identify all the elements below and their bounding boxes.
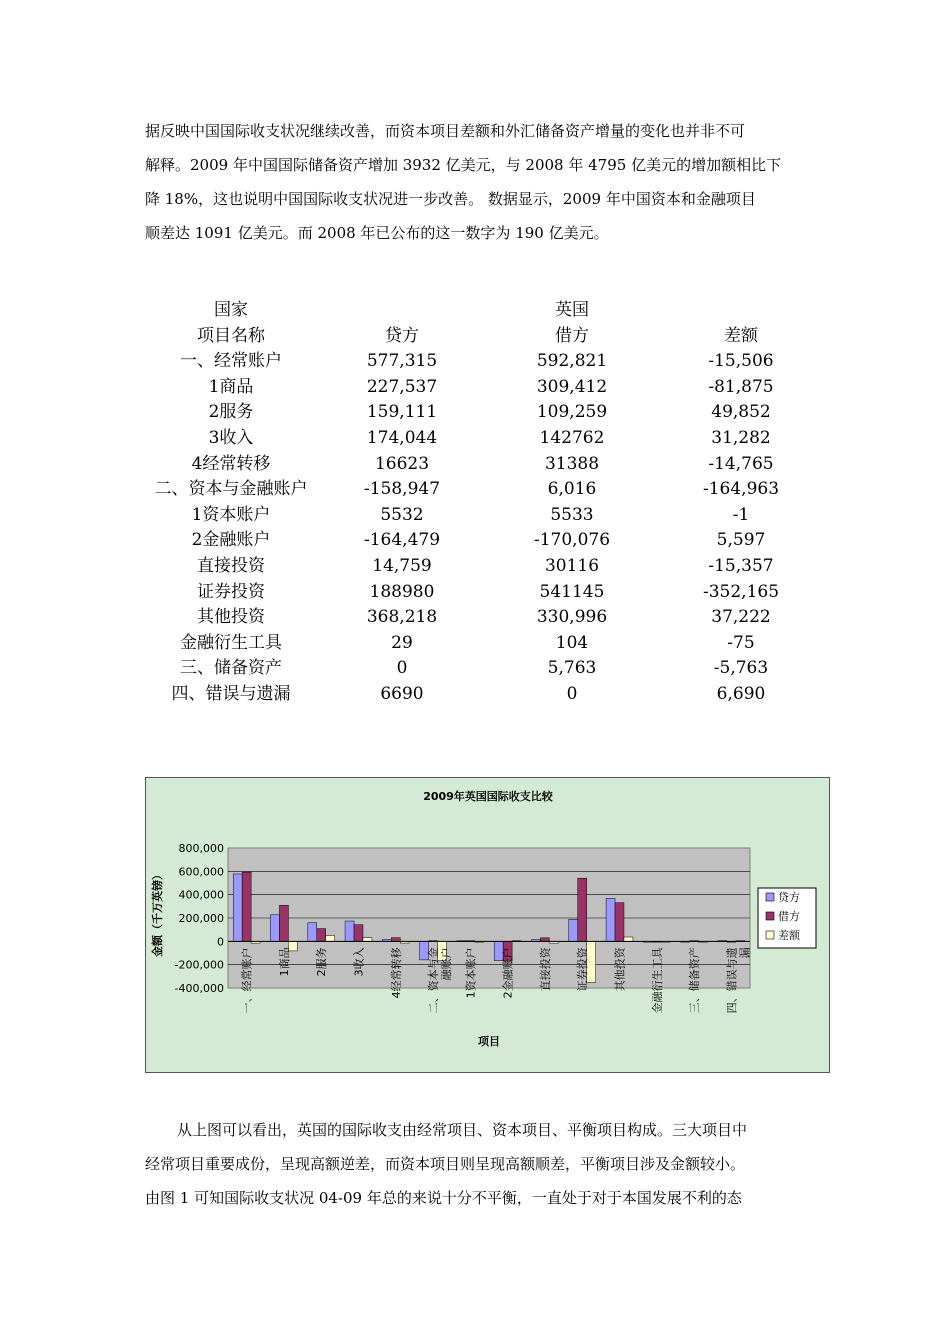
- bar-credit: [569, 919, 578, 941]
- x-tick-label: 直接投资: [538, 947, 552, 992]
- legend-label-debit: 借方: [778, 910, 800, 923]
- bar-credit: [308, 923, 317, 942]
- header-cell: [657, 298, 825, 324]
- value-cell: -15,357: [708, 555, 774, 576]
- x-tick-label: 3收入: [352, 947, 366, 977]
- row-label-cell: 2金融账户: [191, 530, 271, 551]
- value-cell: 592,821: [536, 351, 608, 372]
- value-cell: 174,044: [366, 427, 438, 448]
- table-row: [145, 682, 825, 708]
- bar-credit: [271, 915, 280, 942]
- table-row: [145, 477, 825, 503]
- x-tick-label: 1商品: [277, 947, 291, 977]
- value-cell: -164,963: [702, 479, 780, 500]
- bar-debit: [279, 905, 288, 941]
- intro-line: 据反映中国国际收支状况继续改善，而资本项目差额和外汇储备资产增量的变化也并非不可: [145, 122, 746, 140]
- value-cell: -15,506: [708, 351, 774, 372]
- bar-chart: [145, 777, 830, 1073]
- row-label-cell: 3收入: [208, 427, 254, 448]
- value-cell: 31,282: [711, 427, 771, 448]
- table-row: [145, 631, 825, 657]
- x-tick-label: 一、经常账户: [240, 947, 254, 1014]
- row-label-cell: 一、经常账户: [180, 351, 282, 372]
- balance-of-payments-table: [145, 298, 825, 708]
- value-cell: 368,218: [366, 607, 438, 628]
- x-tick-label: 其他投资: [613, 947, 627, 992]
- table-row: [145, 554, 825, 580]
- value-cell: 330,996: [536, 607, 608, 628]
- value-cell: -75: [727, 632, 755, 653]
- header-cell: 贷方: [385, 325, 419, 346]
- y-tick-label: 400,000: [178, 888, 224, 902]
- table-row: [145, 656, 825, 682]
- x-axis-label: 项目: [478, 1035, 500, 1048]
- table-row: [145, 426, 825, 452]
- header-cell: 英国: [555, 300, 589, 320]
- bar-balance: [624, 937, 633, 941]
- outro-line: 从上图可以看出，英国的国际收支由经常项目、资本项目、平衡项目构成。三大项目中: [177, 1121, 748, 1139]
- header-cell: 项目名称: [197, 325, 265, 346]
- legend-swatch-credit: [766, 893, 774, 901]
- bar-balance: [363, 938, 372, 942]
- bar-debit: [317, 929, 326, 942]
- chart-svg: [146, 778, 831, 1074]
- table-row: [145, 349, 825, 375]
- legend-swatch-balance: [766, 931, 774, 939]
- value-cell: -5,763: [713, 658, 769, 679]
- value-cell: 14,759: [372, 555, 432, 576]
- row-label-cell: 4经常转移: [191, 453, 271, 474]
- value-cell: 577,315: [366, 351, 438, 372]
- x-tick-label: 金融衍生工具: [650, 947, 664, 1014]
- table-row: [145, 375, 825, 401]
- intro-line: 解释。2009 年中国国际储备资产增加 3932 亿美元，与 2008 年 4795 亿美元的增加额相比下: [145, 156, 782, 174]
- outro-line: 由图 1 可知国际收支状况 04-09 年总的来说十分不平衡，一直处于对于本国发展不利的态: [145, 1189, 742, 1207]
- value-cell: -81,875: [708, 376, 774, 397]
- value-cell: -352,165: [702, 581, 780, 602]
- legend-label-credit: 贷方: [778, 891, 800, 904]
- y-tick-label: -400,000: [174, 982, 224, 995]
- value-cell: -1: [732, 504, 750, 525]
- x-tick-label: 四、错误与遗漏: [725, 947, 752, 1014]
- row-label-cell: 四、错误与遗漏: [171, 683, 291, 704]
- row-label-cell: 二、资本与金融账户: [154, 479, 308, 500]
- x-tick-label: 2金融账户: [501, 947, 515, 999]
- value-cell: 0: [566, 683, 578, 704]
- bar-debit: [391, 938, 400, 942]
- intro-paragraph: [145, 114, 810, 250]
- row-label-cell: 1资本账户: [191, 504, 271, 525]
- y-tick-label: -200,000: [174, 958, 224, 972]
- value-cell: 142762: [539, 427, 605, 448]
- value-cell: 541145: [539, 581, 605, 602]
- table-row: [145, 605, 825, 631]
- y-tick-label: 0: [217, 935, 224, 949]
- y-tick-label: 600,000: [178, 865, 224, 879]
- value-cell: 159,111: [366, 402, 438, 423]
- x-tick-label: 证券投资: [576, 947, 590, 992]
- bar-credit: [606, 898, 615, 941]
- outro-line: 经常项目重要成份，呈现高额逆差，而资本项目则呈现高额顺差，平衡项目涉及金额较小。: [145, 1155, 746, 1173]
- value-cell: 309,412: [536, 376, 608, 397]
- legend-label-balance: 差额: [778, 929, 800, 942]
- bar-credit: [233, 874, 242, 941]
- bar-debit: [615, 903, 624, 942]
- table-row: [145, 580, 825, 606]
- value-cell: 29: [391, 632, 413, 653]
- y-tick-label: 200,000: [178, 912, 224, 925]
- x-tick-label: 1资本账户: [464, 947, 478, 999]
- bar-debit: [540, 938, 549, 942]
- bar-debit: [354, 925, 363, 942]
- value-cell: -170,076: [533, 530, 611, 551]
- row-label-cell: 直接投资: [197, 555, 265, 576]
- value-cell: -164,479: [363, 530, 441, 551]
- bar-debit: [578, 878, 587, 941]
- value-cell: 104: [555, 632, 589, 653]
- value-cell: 5532: [380, 504, 424, 525]
- row-label-cell: 证券投资: [197, 581, 265, 602]
- value-cell: 6,690: [716, 683, 766, 704]
- row-label-cell: 1商品: [208, 376, 254, 397]
- table-row: [145, 528, 825, 554]
- bar-balance: [326, 936, 335, 942]
- x-tick-label: 二、资本与金融账户: [427, 947, 454, 1014]
- value-cell: -14,765: [708, 453, 774, 474]
- table-row: [145, 452, 825, 478]
- value-cell: 6690: [380, 683, 424, 704]
- legend: [758, 888, 816, 948]
- value-cell: 49,852: [711, 402, 771, 423]
- bar-debit: [242, 872, 251, 941]
- outro-paragraph: [145, 1113, 810, 1215]
- header-cell: 国家: [214, 300, 248, 320]
- header-cell: [317, 298, 487, 324]
- row-label-cell: 其他投资: [197, 607, 265, 628]
- row-label-cell: 金融衍生工具: [180, 632, 282, 653]
- y-tick-label: 800,000: [178, 842, 224, 855]
- value-cell: 16623: [374, 453, 430, 474]
- value-cell: 6,016: [547, 479, 597, 500]
- chart-title: 2009年英国国际收支比较: [423, 790, 553, 803]
- table-header-country-row: [145, 298, 825, 324]
- value-cell: 37,222: [711, 607, 771, 628]
- table-header-columns-row: [145, 324, 825, 350]
- value-cell: 227,537: [366, 376, 438, 397]
- intro-line: 降 18%，这也说明中国国际收支状况进一步改善。 数据显示，2009 年中国资本和金融项目: [145, 190, 756, 208]
- value-cell: 109,259: [536, 402, 608, 423]
- legend-swatch-debit: [766, 912, 774, 920]
- intro-line: 顺差达 1091 亿美元。而 2008 年已公布的这一数字为 190 亿美元。: [145, 224, 609, 242]
- table-row: [145, 400, 825, 426]
- value-cell: 31388: [544, 453, 600, 474]
- bar-credit: [345, 921, 354, 941]
- row-label-cell: 三、储备资产: [180, 658, 282, 679]
- value-cell: -158,947: [363, 479, 441, 500]
- x-tick-label: 2服务: [315, 947, 329, 977]
- row-label-cell: 2服务: [208, 402, 254, 423]
- value-cell: 188980: [369, 581, 435, 602]
- header-cell: 差额: [724, 325, 758, 346]
- value-cell: 5,597: [716, 530, 766, 551]
- value-cell: 30116: [544, 555, 600, 576]
- value-cell: 0: [396, 658, 408, 679]
- y-axis-label: 金额（千万英镑）: [151, 869, 164, 957]
- value-cell: 5,763: [547, 658, 597, 679]
- x-tick-label: 三、储备资产: [688, 947, 702, 1014]
- header-cell: 借方: [555, 325, 589, 346]
- value-cell: 5533: [550, 504, 594, 525]
- x-tick-label: 4经常转移: [389, 947, 403, 999]
- table-row: [145, 503, 825, 529]
